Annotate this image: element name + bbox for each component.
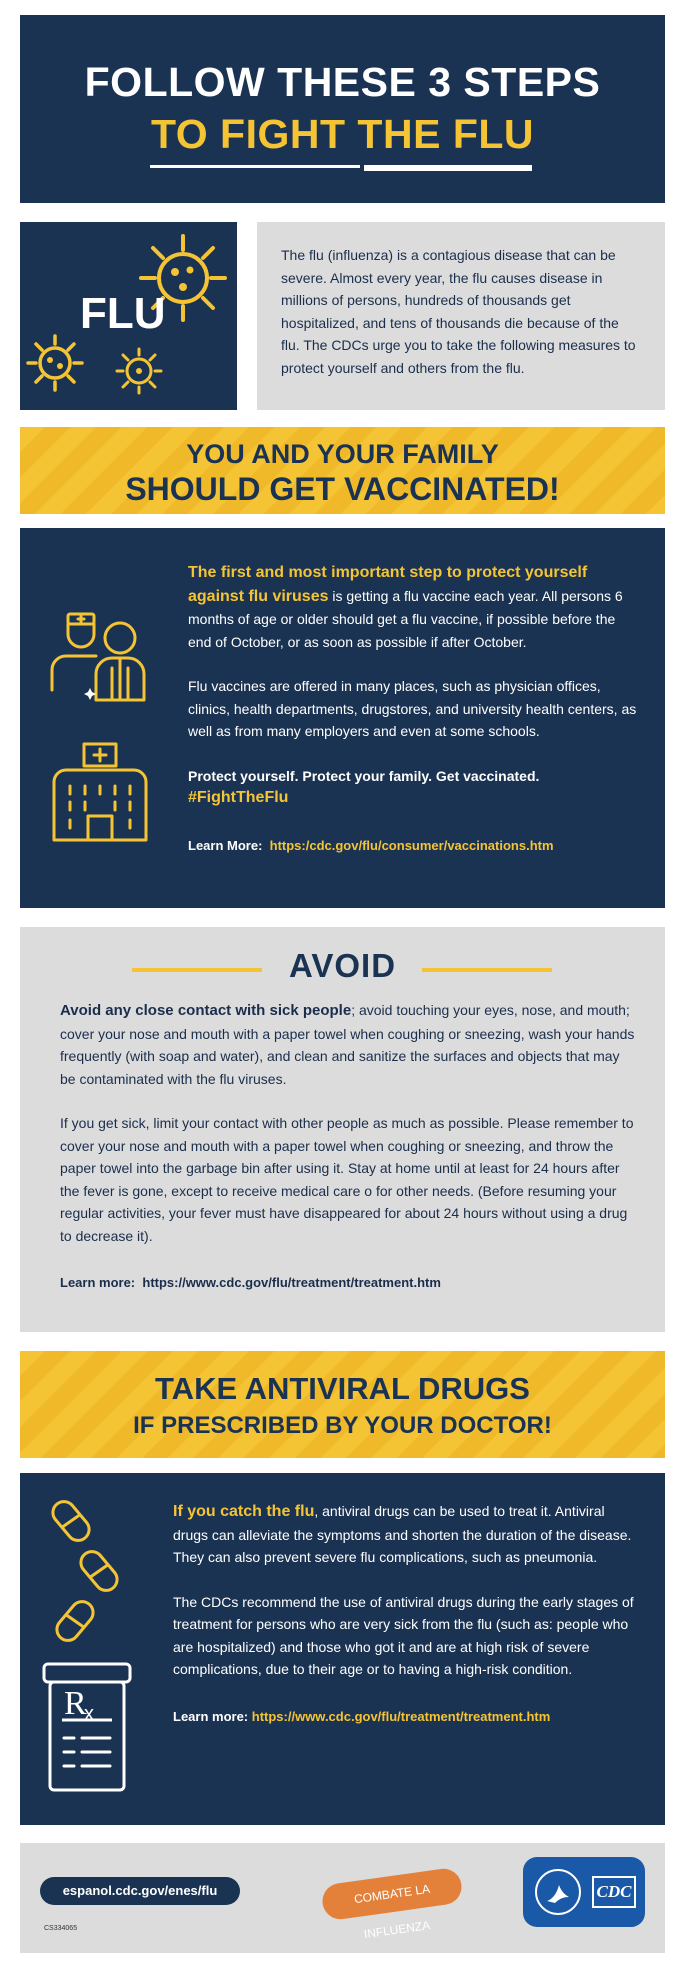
- page-title-line1: FOLLOW THESE 3 STEPS: [84, 59, 601, 105]
- avoid-title: AVOID: [288, 947, 397, 984]
- site-link-pill[interactable]: espanol.cdc.gov/enes/flu: [40, 1877, 240, 1905]
- antiviral-learn-more-link[interactable]: https://www.cdc.gov/flu/treatment/treatment.htm: [251, 1708, 551, 1724]
- learn-more-label: Learn More:: [188, 837, 263, 853]
- title-underline-right: [364, 165, 532, 171]
- avoid-learn-more-link[interactable]: https://www.cdc.gov/flu/treatment/treatment.htm: [142, 1275, 441, 1290]
- avoid-learn-more: [60, 1272, 635, 1295]
- vaccinate-banner-line2: SHOULD GET VACCINATED!: [125, 471, 560, 507]
- title-underline-left: [150, 165, 360, 168]
- virus-icon-medium: [24, 332, 86, 394]
- avoid-title-line-right: [422, 968, 552, 972]
- cdc-logo-text: CDC: [592, 1876, 636, 1908]
- vaccinate-banner: [20, 427, 665, 514]
- svg-text:x: x: [84, 1703, 94, 1725]
- antiviral-section: [20, 1473, 665, 1825]
- flu-graphic-box: [20, 222, 237, 410]
- vaccinate-section: [20, 528, 665, 908]
- vaccinate-learn-more: [188, 835, 638, 858]
- avoid-lead-paragraph: [60, 999, 635, 1090]
- intro-text: The flu (influenza) is a contagious disease that can be severe. Almost every year, the flu causes disease in millions of persons, hundreds of thousands get hospitalized, and tens of thousands die because of the flu. The CDCs urge you to take the following measures to protect yourself and others from the flu.: [281, 247, 636, 376]
- vaccinate-lead-paragraph: [188, 561, 638, 653]
- antiviral-lead-highlight: If you catch the flu: [173, 1503, 315, 1520]
- svg-text:R: R: [64, 1685, 87, 1722]
- vaccinate-banner-line1: YOU AND YOUR FAMILY: [186, 439, 499, 469]
- vaccinate-places-paragraph: Flu vaccines are offered in many places, such as physician offices, clinics, health departments, drugstores, and university health centers, as well as from many employers and even at some schools.: [188, 678, 637, 739]
- antiviral-recommend-paragraph: The CDCs recommend the use of antiviral drugs during the early stages of treatment for persons who are very sick from the flu (such as: people who are hospitalized) and those who got it and are at high risk of severe complications, due to their age or to having a high-risk condition.: [173, 1593, 634, 1677]
- hashtag-text: #FightTheFlu: [188, 789, 289, 806]
- prescription-bottle-icon: [40, 1660, 134, 1795]
- antiviral-lead-rest: , antiviral drugs can be used to treat it. Antiviral drugs can alleviate the symptoms and shorten the duration of the disease. They can also prevent severe flu complications, such as pneumonia.: [173, 1503, 632, 1565]
- avoid-lead-bold: Avoid any close contact with sick people: [60, 1002, 352, 1019]
- vaccinate-lead-rest: is getting a flu vaccine each year. All persons 6 months of age or older should get a flu vaccine, if possible before the end of October, or as soon as possible if after October.: [188, 587, 623, 650]
- antiviral-banner-line2: IF PRESCRIBED BY YOUR DOCTOR!: [133, 1412, 552, 1439]
- intro-text-box: [257, 222, 665, 410]
- virus-icon-small: [113, 345, 165, 397]
- learn-more-label: Learn more:: [60, 1275, 136, 1290]
- antiviral-learn-more: [173, 1706, 643, 1729]
- page-title-line2: TO FIGHT THE FLU: [150, 111, 535, 157]
- vaccinate-learn-more-link[interactable]: https:/cdc.gov/flu/consumer/vaccinations.htm: [269, 837, 554, 853]
- antiviral-lead-paragraph: [173, 1500, 643, 1569]
- vaccinate-lead-highlight: The first and most important step to protect yourself against flu viruses: [188, 564, 588, 605]
- antiviral-banner-line1: TAKE ANTIVIRAL DRUGS: [155, 1371, 530, 1406]
- hospital-icon: [50, 740, 150, 846]
- document-code: CS334065: [44, 1925, 78, 1932]
- doctors-icon: [48, 610, 158, 706]
- combate-influenza-logo: COMBATE LA INFLUENZA: [320, 1866, 464, 1921]
- antiviral-banner: [20, 1351, 665, 1458]
- header-banner: [20, 15, 665, 203]
- footer: [20, 1843, 665, 1953]
- flu-label: FLU: [80, 289, 166, 338]
- avoid-section: [20, 927, 665, 1332]
- avoid-sick-paragraph: If you get sick, limit your contact with other people as much as possible. Please remember to cover your nose and mouth with a paper towel when coughing or sneezing, and throw the paper towel into the garbage bin after using it. Stay at home until at least for 24 hours after the fever is gone, except to receive medical care o for other needs. (Before resuming your regular activities, your fever must have disappeared for about 24 hours without using a drug to decrease it).: [60, 1115, 634, 1244]
- learn-more-label: Learn more:: [173, 1708, 249, 1724]
- avoid-lead-rest: ; avoid touching your eyes, nose, and mouth; cover your nose and mouth with a paper towel when coughing or sneezing, wash your hands frequently (with soap and water), and clean and sanitize the surfaces and objects that may be contaminated with the flu viruses.: [60, 1002, 635, 1087]
- hhs-eagle-icon: [533, 1867, 583, 1917]
- pills-icon: [50, 1491, 130, 1651]
- vaccinate-protect-text: Protect yourself. Protect your family. Get vaccinated.: [188, 767, 540, 784]
